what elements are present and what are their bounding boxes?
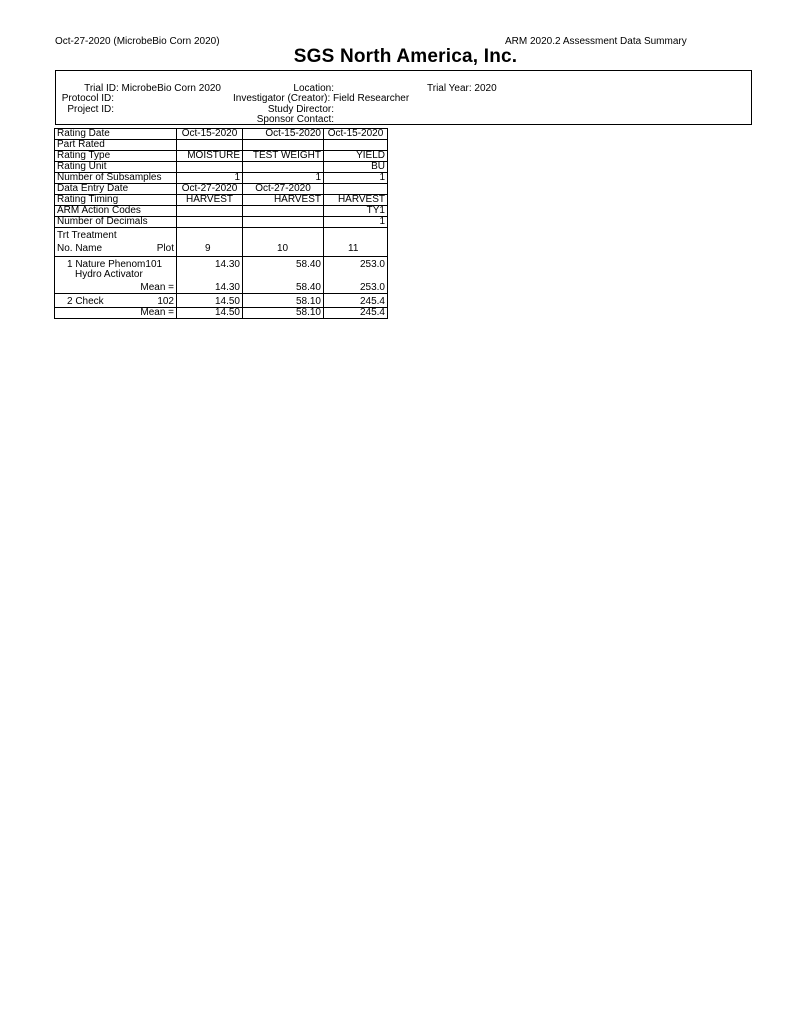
treatment-1-plot: 101 (145, 259, 163, 270)
sponsor-contact: Sponsor Contact: (256, 114, 334, 125)
blank-cell (177, 270, 243, 280)
trial-year: Trial Year: 2020 (427, 83, 497, 94)
action-codes-10 (243, 206, 324, 217)
treatment-1-label: 1 Nature Phenom (67, 259, 146, 270)
label-decimals: Number of Decimals (55, 217, 177, 228)
col-number-9: 9 (177, 241, 243, 257)
rating-type-10: TEST WEIGHT (243, 151, 324, 162)
timing-9: HARVEST (177, 195, 243, 206)
rating-type-11: YIELD (324, 151, 388, 162)
rating-date-11: Oct-15-2020 (324, 129, 388, 140)
label-rating-date: Rating Date (55, 129, 177, 140)
blank-cell (324, 270, 388, 280)
trial-id: Trial ID: MicrobeBio Corn 2020 (84, 83, 221, 94)
label-action-codes: ARM Action Codes (55, 206, 177, 217)
treatment-2-mean-label: Mean = (55, 308, 177, 319)
label-rating-type: Rating Type (55, 151, 177, 162)
timing-10: HARVEST (243, 195, 324, 206)
treatment-1-name (55, 257, 177, 271)
rating-unit-9 (177, 162, 243, 173)
entry-date-11 (324, 184, 388, 195)
company-name: SGS North America, Inc. (293, 46, 518, 67)
investigator: Investigator (Creator): Field Researcher (233, 93, 410, 104)
treatment-2-plot: 102 (157, 296, 174, 307)
part-rated-11 (324, 140, 388, 151)
action-codes-11: TY1 (324, 206, 388, 217)
rating-unit-11: BU (324, 162, 388, 173)
no-name-plot-header (55, 241, 177, 257)
trial-info-box (55, 70, 752, 125)
timing-11: HARVEST (324, 195, 388, 206)
treatment-1-value-11: 253.0 (324, 257, 388, 271)
rating-unit-10 (243, 162, 324, 173)
treatment-2-mean-11: 245.4 (324, 308, 388, 319)
treatment-1-value-9: 14.30 (177, 257, 243, 271)
treatment-1-mean-11: 253.0 (324, 280, 388, 294)
treatment-1-mean-9: 14.30 (177, 280, 243, 294)
treatment-2-value-11: 245.4 (324, 294, 388, 308)
blank-cell (177, 228, 243, 242)
report-date-trial: Oct-27-2020 (MicrobeBio Corn 2020) (55, 36, 220, 47)
decimals-10 (243, 217, 324, 228)
subsamples-10: 1 (243, 173, 324, 184)
treatment-2-value-9: 14.50 (177, 294, 243, 308)
location: Location: (293, 83, 334, 94)
subsamples-11: 1 (324, 173, 388, 184)
protocol-id: Protocol ID: (61, 93, 114, 104)
decimals-9 (177, 217, 243, 228)
report-type: ARM 2020.2 Assessment Data Summary (505, 36, 687, 47)
rating-date-9: Oct-15-2020 (177, 129, 243, 140)
part-rated-10 (243, 140, 324, 151)
label-rating-unit: Rating Unit (55, 162, 177, 173)
treatment-1-value-10: 58.40 (243, 257, 324, 271)
treatment-2-mean-10: 58.10 (243, 308, 324, 319)
rating-type-9: MOISTURE (177, 151, 243, 162)
treatment-2-name (55, 294, 177, 308)
label-part-rated: Part Rated (55, 140, 177, 151)
part-rated-9 (177, 140, 243, 151)
study-director: Study Director: (267, 104, 334, 115)
label-entry-date: Data Entry Date (55, 184, 177, 195)
treatment-2-mean-9: 14.50 (177, 308, 243, 319)
project-id: Project ID: (67, 104, 114, 115)
decimals-11: 1 (324, 217, 388, 228)
trt-treatment-header: Trt Treatment (55, 228, 177, 242)
subsamples-9: 1 (177, 173, 243, 184)
blank-cell (243, 270, 324, 280)
blank-cell (243, 228, 324, 242)
label-subsamples: Number of Subsamples (55, 173, 177, 184)
treatment-1-mean-10: 58.40 (243, 280, 324, 294)
no-name-label: No. Name (57, 243, 103, 254)
rating-date-10: Oct-15-2020 (243, 129, 324, 140)
treatment-2-value-10: 58.10 (243, 294, 324, 308)
entry-date-10: Oct-27-2020 (243, 184, 324, 195)
blank-cell (324, 228, 388, 242)
assessment-table (54, 128, 388, 319)
col-number-11: 11 (324, 241, 388, 257)
col-number-10: 10 (243, 241, 324, 257)
entry-date-9: Oct-27-2020 (177, 184, 243, 195)
label-rating-timing: Rating Timing (55, 195, 177, 206)
treatment-2-label: 2 Check (67, 296, 104, 307)
plot-label: Plot (156, 243, 174, 254)
treatment-1-name-line2: Hydro Activator (55, 270, 177, 280)
action-codes-9 (177, 206, 243, 217)
treatment-1-mean-label: Mean = (55, 280, 177, 294)
